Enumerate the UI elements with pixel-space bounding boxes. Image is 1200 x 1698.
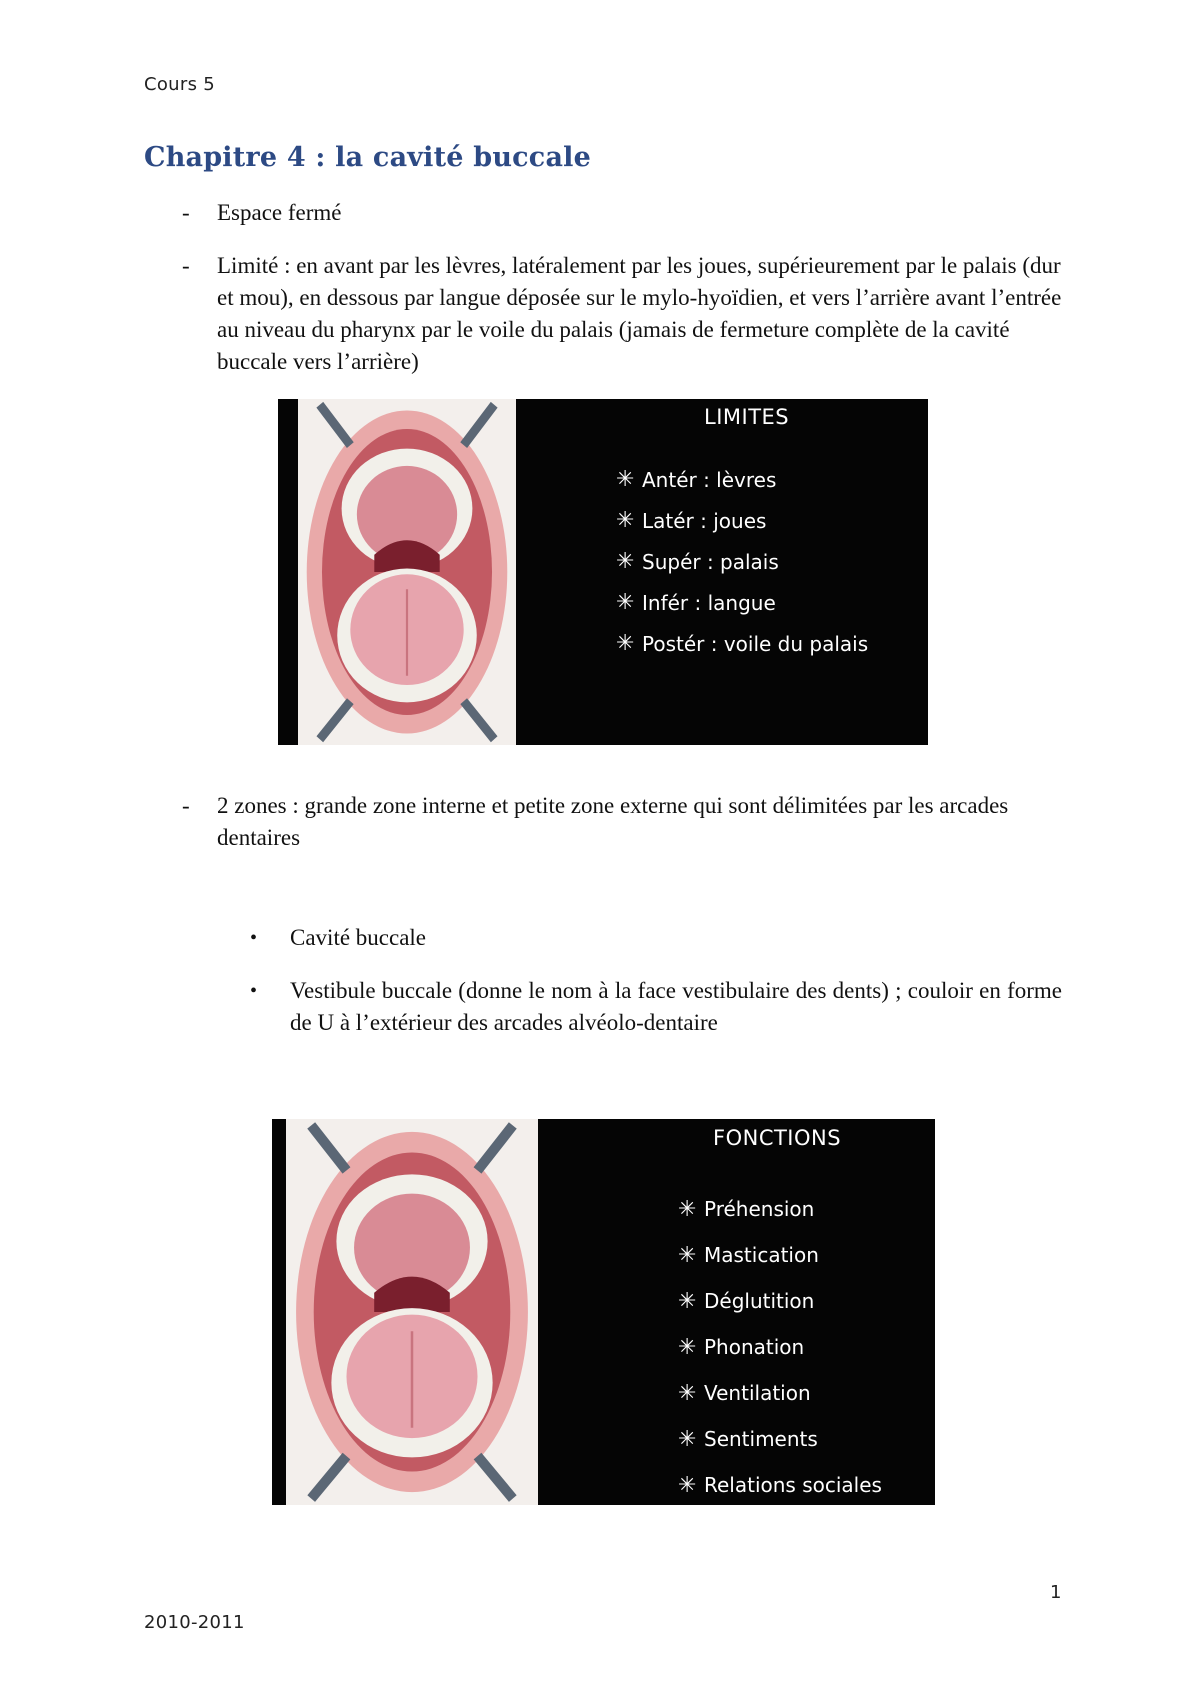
slide-list-item-label: Préhension [704, 1197, 815, 1221]
slide-list-item [678, 1416, 882, 1462]
slide-list-item-label: Antér : lèvres [642, 467, 777, 492]
slide-list-item [678, 1324, 882, 1370]
asterisk-icon: ✳ [616, 508, 635, 533]
page-header: Cours 5 [144, 74, 216, 95]
slide-list [616, 459, 868, 664]
bullet-marker: • [250, 980, 258, 1002]
list-item-text: 2 zones : grande zone interne et petite zone externe qui sont délimitées par les arcades dentaires [217, 793, 1009, 850]
open-mouth-image [298, 399, 516, 745]
bullet-item [250, 922, 1062, 954]
dash-marker: - [182, 253, 190, 278]
asterisk-icon: ✳ [616, 631, 635, 656]
slide-list-item [616, 459, 868, 500]
slide-list [678, 1186, 882, 1505]
open-mouth-image [286, 1119, 538, 1505]
asterisk-icon: ✳ [678, 1380, 697, 1406]
slide-list-item-label: Sentiments [704, 1427, 818, 1451]
slide-list-item-label: Relations sociales [704, 1473, 882, 1497]
list-item-text: Espace fermé [217, 200, 342, 225]
list-item [182, 790, 1062, 854]
slide-limites [278, 399, 928, 745]
list-item-text: Limité : en avant par les lèvres, latéralement par les joues, supérieurement par le palais (dur et mou), en dessous par langue déposée sur le mylo-hyoïdien, et vers l’arrière avant l’entrée au niveau du pharynx par le voile du palais (jamais de fermeture complète de la cavité buccale vers l’arrière) [217, 253, 1062, 374]
slide-list-item [678, 1370, 882, 1416]
slide-list-item [616, 541, 868, 582]
slide-list-item-label: Phonation [704, 1335, 805, 1359]
slide-title: FONCTIONS [713, 1126, 842, 1150]
slide-list-item-label: Latér : joues [642, 508, 767, 533]
dash-marker: - [182, 200, 190, 225]
slide-list-item-label: Déglutition [704, 1289, 815, 1313]
slide-list-item-label: Mastication [704, 1243, 819, 1267]
asterisk-icon: ✳ [678, 1196, 697, 1222]
slide-list-item-label: Ventilation [704, 1381, 811, 1405]
asterisk-icon: ✳ [678, 1334, 697, 1360]
mouth-illustration [298, 399, 516, 745]
slide-list-item [678, 1278, 882, 1324]
slide-list-item [616, 500, 868, 541]
page-number: 1 [1050, 1582, 1062, 1603]
slide-text-panel [516, 399, 928, 745]
asterisk-icon: ✳ [616, 590, 635, 615]
asterisk-icon: ✳ [678, 1426, 697, 1452]
page-footer: 2010-2011 [144, 1612, 245, 1633]
bullet-item-text: Cavité buccale [290, 925, 427, 950]
slide-title: LIMITES [704, 405, 790, 429]
chapter-title: Chapitre 4 : la cavité buccale [144, 142, 591, 173]
slide-list-item [678, 1462, 882, 1505]
list-item [182, 197, 1062, 229]
slide-list-item [678, 1232, 882, 1278]
slide-list-item [616, 623, 868, 664]
slide-list-item [678, 1186, 882, 1232]
asterisk-icon: ✳ [616, 467, 635, 492]
asterisk-icon: ✳ [616, 549, 635, 574]
bullet-item-text: Vestibule buccale (donne le nom à la face vestibulaire des dents) ; couloir en forme de U à l’extérieur des arcades alvéolo-dentaire [290, 978, 1062, 1035]
slide-list-item-label: Postér : voile du palais [642, 631, 869, 656]
list-item [182, 250, 1062, 378]
asterisk-icon: ✳ [678, 1288, 697, 1314]
bullet-marker: • [250, 927, 258, 949]
dash-marker: - [182, 793, 190, 818]
slide-list-item [616, 582, 868, 623]
asterisk-icon: ✳ [678, 1472, 697, 1498]
slide-fonctions [272, 1119, 935, 1505]
slide-list-item-label: Supér : palais [642, 549, 779, 574]
bullet-item [250, 975, 1062, 1039]
slide-list-item-label: Infér : langue [642, 590, 776, 615]
mouth-illustration [286, 1119, 538, 1505]
asterisk-icon: ✳ [678, 1242, 697, 1268]
slide-text-panel [538, 1119, 935, 1505]
